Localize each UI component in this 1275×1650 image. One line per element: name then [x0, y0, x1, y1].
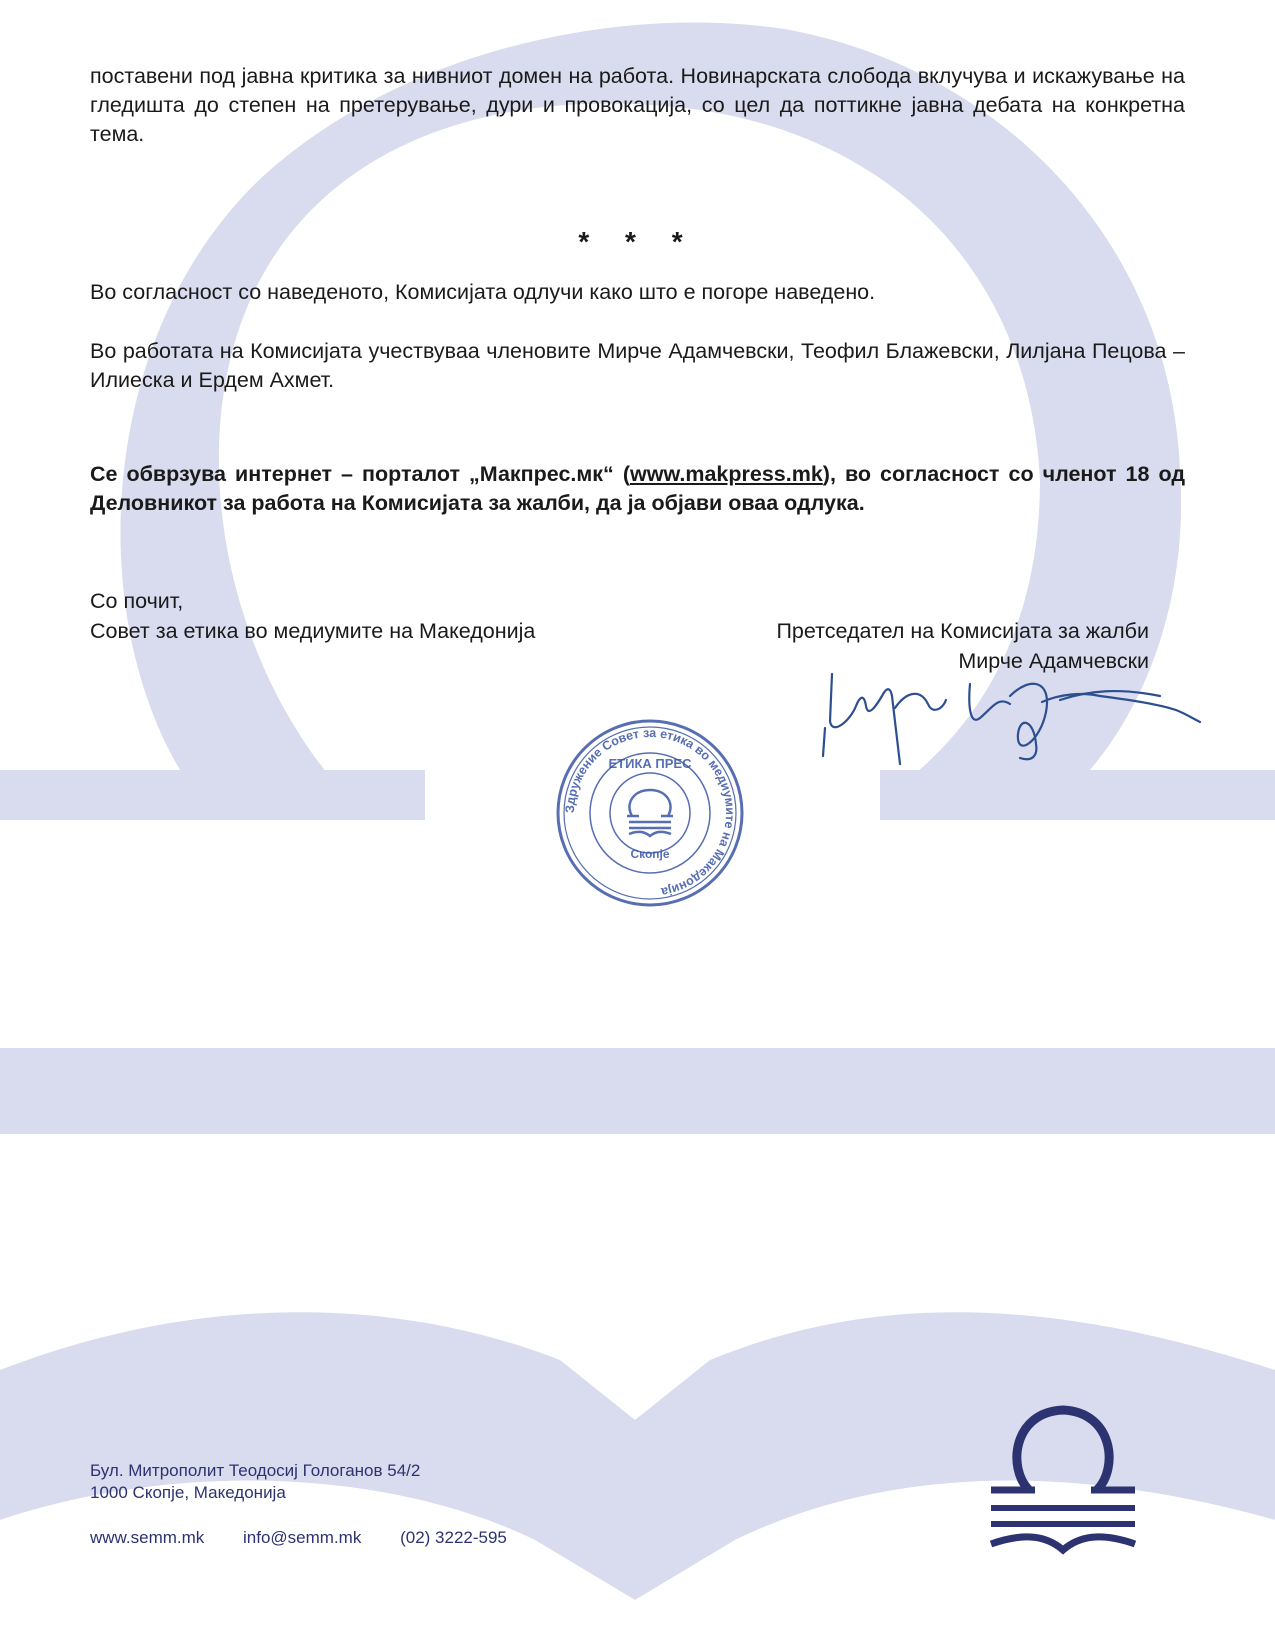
makpress-link[interactable]: www.makpress.mk [630, 462, 823, 486]
paragraph-4-obligation [90, 460, 1185, 518]
stamp-city: Скопје [630, 847, 670, 861]
closing-block [90, 586, 690, 646]
signatory-title: Претседател на Комисијата за жалби [776, 619, 1149, 643]
stamp-inner-text: ЕТИКА ПРЕС [608, 756, 692, 771]
footer-email-link[interactable]: info@semm.mk [243, 1528, 362, 1547]
paragraph-4-start: Се обврзува интернет – порталот „Макпрес.мк“ ( [90, 462, 630, 486]
footer-address-line-1: Бул. Митрополит Теодосиј Гологанов 54/2 [90, 1461, 421, 1480]
paragraph-1: поставени под јавна критика за нивниот домен на работа. Новинарската слобода вклучува и искажување на гледишта до степен на претерување, дури и провокација, со цел да поттикне јавна дебата на конкретна тема. [90, 64, 1185, 146]
footer-phone: (02) 3222-595 [400, 1528, 507, 1547]
paragraph-4-end: ), во согласност со членот 18 од Деловникот за работа на Комисијата за жалби, да ја објави оваа одлука. [90, 462, 1185, 515]
footer-contacts [90, 1528, 541, 1548]
paragraph-3: Во работата на Комисијата учествуваа членовите Мирче Адамчевски, Теофил Блажевски, Лилјана Пецова – Илиеска и Ердем Ахмет. [90, 339, 1185, 392]
signatory-name: Мирче Адамчевски [958, 649, 1149, 673]
stamp-seal-icon [555, 718, 745, 908]
footer [90, 1460, 541, 1548]
paragraph-2: Во согласност со наведеното, Комисијата одлучи како што е погоре наведено. [90, 280, 876, 304]
closing-greeting: Со почит, [90, 589, 184, 613]
footer-website-link[interactable]: www.semm.mk [90, 1528, 205, 1547]
stamp-outer-text: Здружение Совет за етика во медиумите на Македонија [562, 725, 738, 900]
libra-scale-logo-icon [985, 1400, 1140, 1560]
closing-organization: Совет за етика во медиумите на Македонија [90, 619, 536, 643]
section-separator: * * * [578, 226, 697, 257]
footer-address-line-2: 1000 Скопје, Македонија [90, 1483, 286, 1502]
handwritten-signature-icon [820, 666, 1210, 786]
